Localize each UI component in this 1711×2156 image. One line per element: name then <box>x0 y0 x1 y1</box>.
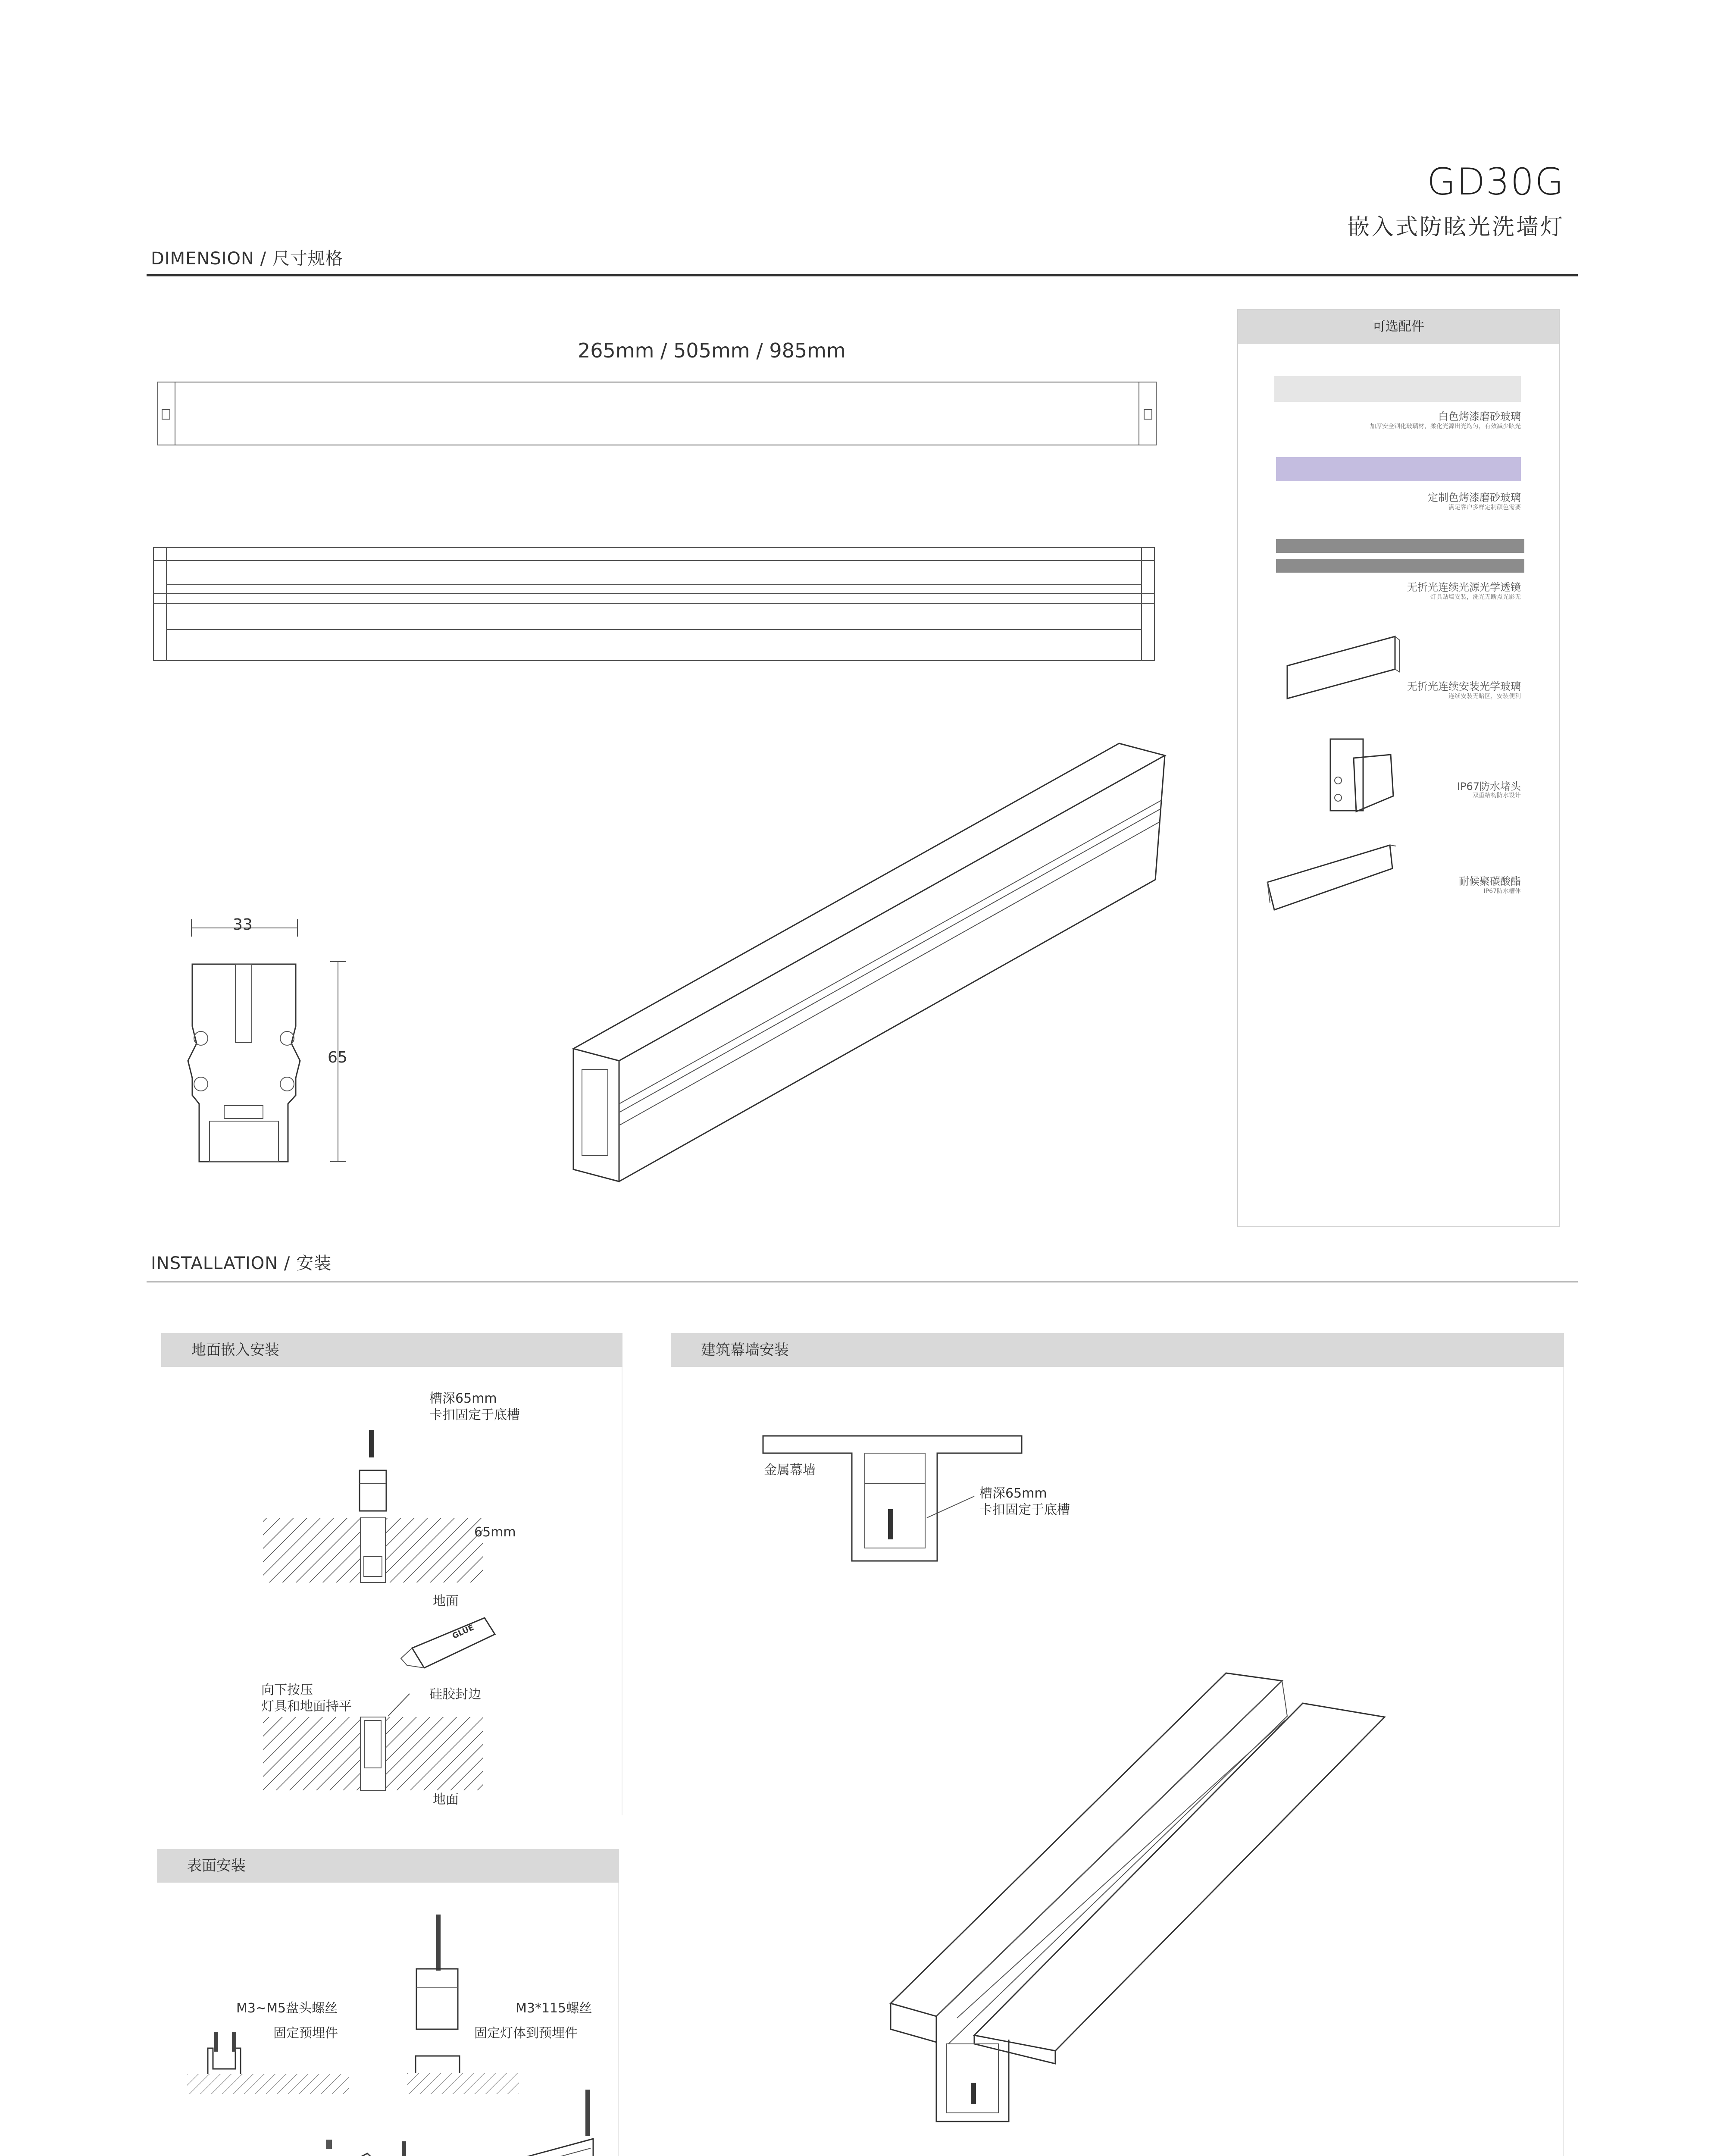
ground-floor-label: 地面 <box>433 1594 459 1609</box>
surface-install-header: 表面安装 <box>157 1849 619 1883</box>
surface-right-line2: 固定灯体到预埋件 <box>474 2026 578 2041</box>
accessory-desc: 双重结构防水设计 <box>1473 792 1521 799</box>
width-dimension: 33 <box>233 916 253 934</box>
product-model: GD30G <box>1427 160 1564 204</box>
accessory-desc: 灯具贴墙安装，洗光无断点光影无 <box>1430 594 1521 601</box>
accessory-desc: 满足客户多样定制颜色需要 <box>1448 504 1521 511</box>
surface-left-line2: 固定预埋件 <box>273 2026 338 2041</box>
accessory-desc: IP67防水槽体 <box>1483 888 1521 895</box>
dimension-section-label: DIMENSION / 尺寸规格 <box>151 249 343 269</box>
ground-depth-label: 65mm <box>474 1525 516 1540</box>
accessory-name: 定制色烤漆磨砂玻璃 <box>1428 492 1521 504</box>
curtain-note-line2: 卡扣固定于底槽 <box>979 1502 1070 1517</box>
installation-section-label: INSTALLATION / 安装 <box>151 1253 332 1273</box>
ground-install-header: 地面嵌入安装 <box>161 1333 622 1367</box>
press-line1: 向下按压 <box>261 1683 313 1698</box>
surface-left-line1: M3~M5盘头螺丝 <box>236 2001 338 2016</box>
glue-label: GLUE <box>451 1623 475 1641</box>
press-line2: 灯具和地面持平 <box>261 1699 352 1714</box>
height-dimension: 65 <box>328 1049 347 1066</box>
curtain-note-line1: 槽深65mm <box>979 1486 1047 1501</box>
accessory-name: 无折光连续光源光学透镜 <box>1407 581 1521 593</box>
accessories-title: 可选配件 <box>1238 310 1559 344</box>
surface-right-line1: M3*115螺丝 <box>516 2001 592 2016</box>
ground-note-line1: 槽深65mm <box>429 1391 497 1406</box>
silicone-label: 硅胶封边 <box>429 1687 481 1702</box>
curtain-install-header: 建筑幕墙安装 <box>671 1333 1564 1367</box>
ground-note-line2: 卡扣固定于底槽 <box>429 1407 520 1423</box>
ground-floor-label-2: 地面 <box>433 1792 459 1807</box>
accessory-desc: 连续安装无暗区，安装便利 <box>1448 693 1521 700</box>
curtain-wall-label: 金属幕墙 <box>764 1463 816 1478</box>
accessory-name: 白色烤漆磨砂玻璃 <box>1438 411 1521 423</box>
product-name: 嵌入式防眩光洗墙灯 <box>1347 214 1564 240</box>
accessory-name: IP67防水堵头 <box>1457 780 1521 793</box>
accessory-name: 无折光连续安装光学玻璃 <box>1407 680 1521 693</box>
accessory-name: 耐候聚碳酸酯 <box>1459 875 1521 887</box>
accessory-desc: 加厚安全钢化玻璃材，柔化光源出光均匀，有效减少眩光 <box>1370 423 1521 430</box>
lengths-label: 265mm / 505mm / 985mm <box>578 339 846 362</box>
